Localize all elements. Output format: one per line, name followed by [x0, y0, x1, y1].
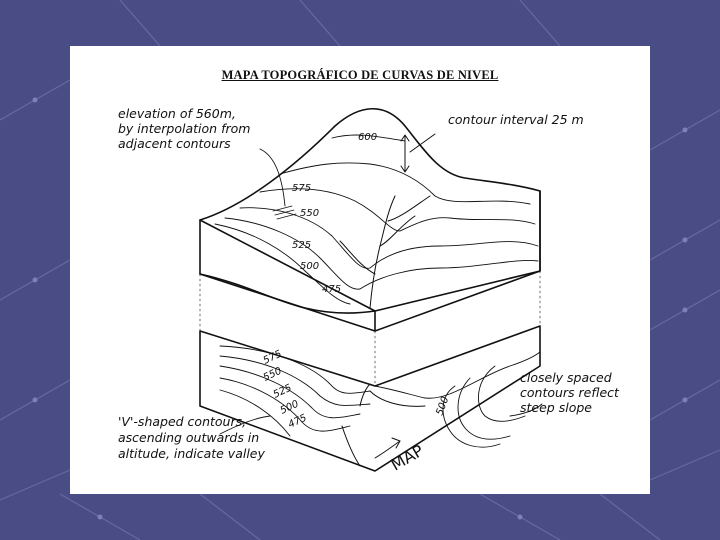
v-shaped-note-line3: altitude, indicate valley [118, 446, 265, 461]
closely-spaced-note-line1: closely spaced [520, 370, 612, 385]
v-shaped-note-line2: ascending outwards in [118, 430, 260, 445]
block-contour-lines [215, 135, 538, 304]
stream-lines [340, 196, 430, 308]
map-contour-label-575: 575 [261, 348, 284, 367]
closely-spaced-note-line3: steep slope [520, 400, 592, 415]
contour-interval-note: contour interval 25 m [448, 112, 584, 127]
contour-label-500: 500 [300, 261, 320, 272]
slide-title: MAPA TOPOGRÁFICO DE CURVAS DE NIVEL [221, 68, 499, 82]
map-label: MAP [387, 440, 427, 475]
contour-label-525: 525 [292, 240, 312, 251]
map-contour-label-500-right: 500 [434, 395, 452, 418]
contour-label-475: 475 [322, 284, 342, 295]
map-contour-label-525: 525 [271, 382, 294, 401]
elevation-leader-line [260, 149, 285, 206]
elevation-note-line3: adjacent contours [118, 136, 231, 151]
block-bottom-front-edge [200, 274, 375, 331]
map-north-arrow [392, 438, 400, 448]
v-shaped-note-line1: 'V'-shaped contours, [118, 414, 247, 429]
map-contour-label-500: 500 [278, 398, 301, 417]
map-contour-label-550: 550 [261, 365, 284, 384]
elevation-note-line2: by interpolation from [118, 121, 251, 136]
projection-guides [200, 271, 540, 386]
contour-label-600: 600 [358, 132, 378, 143]
topographic-diagram [70, 46, 650, 494]
slide-card [70, 46, 650, 494]
closely-spaced-note-line2: contours reflect [520, 385, 619, 400]
map-contour-label-475: 475 [286, 412, 309, 431]
contour-interval-arrow [401, 134, 435, 172]
interpolation-hatch [273, 206, 296, 219]
contour-label-575: 575 [292, 183, 312, 194]
contour-label-550: 550 [300, 208, 320, 219]
elevation-note-line1: elevation of 560m, [118, 106, 236, 121]
